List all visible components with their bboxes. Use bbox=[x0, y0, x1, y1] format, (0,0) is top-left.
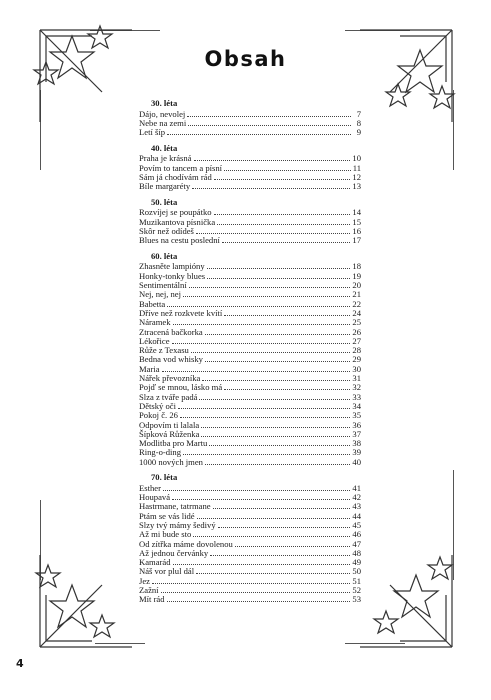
dot-leader bbox=[201, 421, 350, 428]
entry-title: Esther bbox=[139, 482, 161, 493]
toc-entry bbox=[139, 577, 361, 586]
entry-page-number: 12 bbox=[352, 172, 361, 183]
entry-page-number: 20 bbox=[352, 280, 361, 291]
section-heading: 30. léta bbox=[151, 98, 178, 108]
dot-leader bbox=[224, 164, 351, 171]
toc-entry bbox=[139, 328, 361, 337]
dot-leader bbox=[180, 411, 350, 418]
dot-leader bbox=[209, 439, 350, 446]
dot-leader bbox=[183, 290, 350, 297]
dot-leader bbox=[192, 182, 350, 189]
entry-page-number: 39 bbox=[352, 447, 361, 458]
dot-leader bbox=[163, 484, 350, 491]
entry-page-number: 25 bbox=[352, 317, 361, 328]
entry-page-number: 45 bbox=[352, 519, 361, 530]
dot-leader bbox=[173, 318, 351, 325]
entry-page-number: 17 bbox=[352, 235, 361, 246]
entry-title: Pojď se mnou, lásko má bbox=[139, 382, 223, 393]
entry-title: Kamarád bbox=[139, 557, 171, 568]
entry-title: Dájo, nevolej bbox=[139, 108, 186, 119]
toc-entry bbox=[139, 595, 361, 604]
dot-leader bbox=[194, 154, 351, 161]
entry-page-number: 38 bbox=[352, 438, 361, 449]
toc-section bbox=[139, 144, 361, 192]
dot-leader bbox=[217, 218, 350, 225]
entry-title: Slzy tvý mámy šedivý bbox=[139, 519, 216, 530]
dot-leader bbox=[214, 173, 351, 180]
entry-page-number: 37 bbox=[352, 428, 361, 439]
entry-page-number: 49 bbox=[352, 557, 361, 568]
entry-title: Nebe na zemi bbox=[139, 118, 187, 129]
entry-page-number: 36 bbox=[352, 419, 361, 430]
dot-leader bbox=[199, 393, 350, 400]
dot-leader bbox=[172, 493, 350, 500]
toc-entry bbox=[139, 355, 361, 364]
dot-leader bbox=[213, 502, 351, 509]
corner-ornament-top-left bbox=[32, 22, 142, 132]
entry-title: Náš vor plul dál bbox=[139, 566, 195, 577]
section-heading: 70. léta bbox=[151, 471, 178, 482]
entry-page-number: 32 bbox=[352, 382, 361, 393]
entry-title: 1000 nových jmen bbox=[139, 456, 203, 467]
dot-leader bbox=[196, 567, 350, 574]
entry-page-number: 14 bbox=[352, 207, 361, 218]
entry-title: Modlitba pro Martu bbox=[139, 438, 208, 449]
entry-page-number: 46 bbox=[352, 529, 361, 540]
dot-leader bbox=[214, 208, 351, 215]
dot-leader bbox=[161, 586, 351, 593]
entry-page-number: 47 bbox=[352, 538, 361, 549]
entry-title: Zhasněte lampióny bbox=[139, 261, 205, 272]
entry-title: Lékořice bbox=[139, 335, 170, 346]
entry-title: Od zítřka máme dovolenou bbox=[139, 538, 233, 549]
entry-title: Pokoj č. 26 bbox=[139, 410, 178, 421]
entry-title: Ring-o-ding bbox=[139, 447, 182, 458]
corner-ornament-bottom-left bbox=[32, 545, 142, 655]
entry-title: Muzikantova písnička bbox=[139, 216, 216, 227]
entry-page-number: 42 bbox=[352, 492, 361, 503]
entry-page-number: 24 bbox=[352, 307, 361, 318]
entry-title: Slza z tváře padá bbox=[139, 391, 198, 402]
entry-title: Zažní bbox=[139, 585, 159, 596]
entry-title: Až mi bude sto bbox=[139, 529, 192, 540]
entry-title: Houpavá bbox=[139, 492, 171, 503]
entry-title: Praha je krásná bbox=[139, 153, 192, 164]
dot-leader bbox=[167, 595, 351, 602]
entry-page-number: 40 bbox=[352, 456, 361, 467]
entry-title: Rozvíjej se poupátko bbox=[139, 207, 212, 218]
entry-title: Růže z Texasu bbox=[139, 345, 189, 356]
dot-leader bbox=[196, 227, 351, 234]
toc-entry bbox=[139, 182, 361, 191]
dot-leader bbox=[197, 512, 351, 519]
toc-section bbox=[139, 198, 361, 246]
entry-title: Bedna vod whisky bbox=[139, 354, 203, 365]
entry-page-number: 43 bbox=[352, 501, 361, 512]
entry-page-number: 21 bbox=[352, 289, 361, 300]
entry-title: Blues na cestu poslední bbox=[139, 235, 220, 246]
entry-page-number: 51 bbox=[352, 575, 361, 586]
toc-entry bbox=[139, 290, 361, 299]
entry-title: Povím to tancem a písní bbox=[139, 162, 223, 173]
section-heading: 40. léta bbox=[151, 142, 178, 153]
entry-title: Maria bbox=[139, 363, 160, 374]
toc-entry bbox=[139, 549, 361, 558]
entry-page-number: 26 bbox=[352, 326, 361, 337]
toc-entry bbox=[139, 458, 361, 467]
entry-title: Hastrmane, tatrmane bbox=[139, 501, 211, 512]
toc-entry bbox=[139, 484, 361, 493]
entry-title: Nářek převozníka bbox=[139, 373, 201, 384]
toc-entry bbox=[139, 236, 361, 245]
dot-leader bbox=[162, 365, 351, 372]
toc-section bbox=[139, 473, 361, 605]
dot-leader bbox=[187, 110, 351, 117]
entry-title: Sentimentální bbox=[139, 280, 187, 291]
entry-title: Skôr než odídeš bbox=[139, 226, 194, 237]
entry-page-number: 27 bbox=[352, 335, 361, 346]
entry-page-number: 18 bbox=[352, 261, 361, 272]
entry-title: Šípková Růženka bbox=[139, 428, 200, 439]
entry-page-number: 33 bbox=[352, 391, 361, 402]
entry-title: Ptám se vás lidé bbox=[139, 510, 195, 521]
dot-leader bbox=[202, 374, 350, 381]
dot-leader bbox=[173, 558, 351, 565]
entry-title: Honky-tonky blues bbox=[139, 270, 206, 281]
corner-ornament-top-right bbox=[350, 22, 460, 132]
page-title: Obsah bbox=[204, 47, 287, 71]
entry-title: Odpovím ti lalala bbox=[139, 419, 200, 430]
dot-leader bbox=[188, 119, 351, 126]
entry-page-number: 34 bbox=[352, 400, 361, 411]
dot-leader bbox=[205, 355, 350, 362]
entry-title: Dříve než rozkvete kvítí bbox=[139, 307, 223, 318]
toc-section bbox=[139, 99, 361, 138]
entry-page-number: 16 bbox=[352, 226, 361, 237]
section-heading: 50. léta bbox=[151, 196, 178, 207]
entry-title: Dětský oči bbox=[139, 400, 176, 411]
dot-leader bbox=[235, 540, 351, 547]
entry-page-number: 41 bbox=[352, 482, 361, 493]
dot-leader bbox=[207, 262, 351, 269]
dot-leader bbox=[191, 346, 351, 353]
table-of-contents bbox=[139, 99, 361, 611]
dot-leader bbox=[152, 577, 350, 584]
dot-leader bbox=[210, 549, 350, 556]
entry-page-number: 30 bbox=[352, 363, 361, 374]
entry-title: Sám já chodívám rád bbox=[139, 172, 212, 183]
section-heading: 60. léta bbox=[151, 250, 178, 261]
dot-leader bbox=[218, 521, 351, 528]
dot-leader bbox=[205, 328, 351, 335]
entry-page-number: 44 bbox=[352, 510, 361, 521]
dot-leader bbox=[183, 448, 350, 455]
entry-title: Nej, nej, nej bbox=[139, 289, 181, 300]
entry-title: Bíle margaréty bbox=[139, 181, 191, 192]
toc-entry bbox=[139, 309, 361, 318]
dot-leader bbox=[167, 300, 350, 307]
entry-page-number: 35 bbox=[352, 410, 361, 421]
toc-entry bbox=[139, 128, 361, 137]
entry-page-number: 29 bbox=[352, 354, 361, 365]
page-number: 4 bbox=[16, 657, 24, 670]
entry-page-number: 31 bbox=[352, 373, 361, 384]
entry-page-number: 13 bbox=[352, 181, 361, 192]
toc-entry bbox=[139, 119, 361, 128]
dot-leader bbox=[172, 337, 351, 344]
dot-leader bbox=[201, 430, 350, 437]
entry-page-number: 28 bbox=[352, 345, 361, 356]
dot-leader bbox=[193, 530, 350, 537]
entry-page-number: 11 bbox=[352, 162, 361, 173]
dot-leader bbox=[222, 236, 350, 243]
entry-page-number: 19 bbox=[352, 270, 361, 281]
entry-page-number: 22 bbox=[352, 298, 361, 309]
entry-page-number: 15 bbox=[352, 216, 361, 227]
corner-ornament-bottom-right bbox=[350, 545, 460, 655]
toc-section bbox=[139, 252, 361, 467]
toc-entry bbox=[139, 567, 361, 576]
entry-page-number: 53 bbox=[352, 594, 361, 605]
dot-leader bbox=[167, 128, 351, 135]
dot-leader bbox=[178, 402, 350, 409]
entry-page-number: 8 bbox=[356, 118, 361, 129]
dot-leader bbox=[189, 281, 351, 288]
dot-leader bbox=[224, 383, 350, 390]
entry-page-number: 48 bbox=[352, 547, 361, 558]
entry-title: Náramek bbox=[139, 317, 171, 328]
entry-title: Jez bbox=[139, 575, 150, 586]
dot-leader bbox=[207, 272, 350, 279]
entry-page-number: 10 bbox=[352, 153, 361, 164]
toc-entry bbox=[139, 586, 361, 595]
dot-leader bbox=[205, 458, 350, 465]
entry-title: Letí šíp bbox=[139, 127, 166, 138]
entry-page-number: 9 bbox=[356, 127, 361, 138]
entry-page-number: 7 bbox=[356, 108, 361, 119]
dot-leader bbox=[224, 309, 350, 316]
entry-title: Až jednou červánky bbox=[139, 547, 209, 558]
entry-page-number: 52 bbox=[352, 585, 361, 596]
entry-title: Ztracená bačkorka bbox=[139, 326, 203, 337]
entry-title: Mít rád bbox=[139, 594, 165, 605]
entry-page-number: 50 bbox=[352, 566, 361, 577]
entry-title: Babetta bbox=[139, 298, 166, 309]
